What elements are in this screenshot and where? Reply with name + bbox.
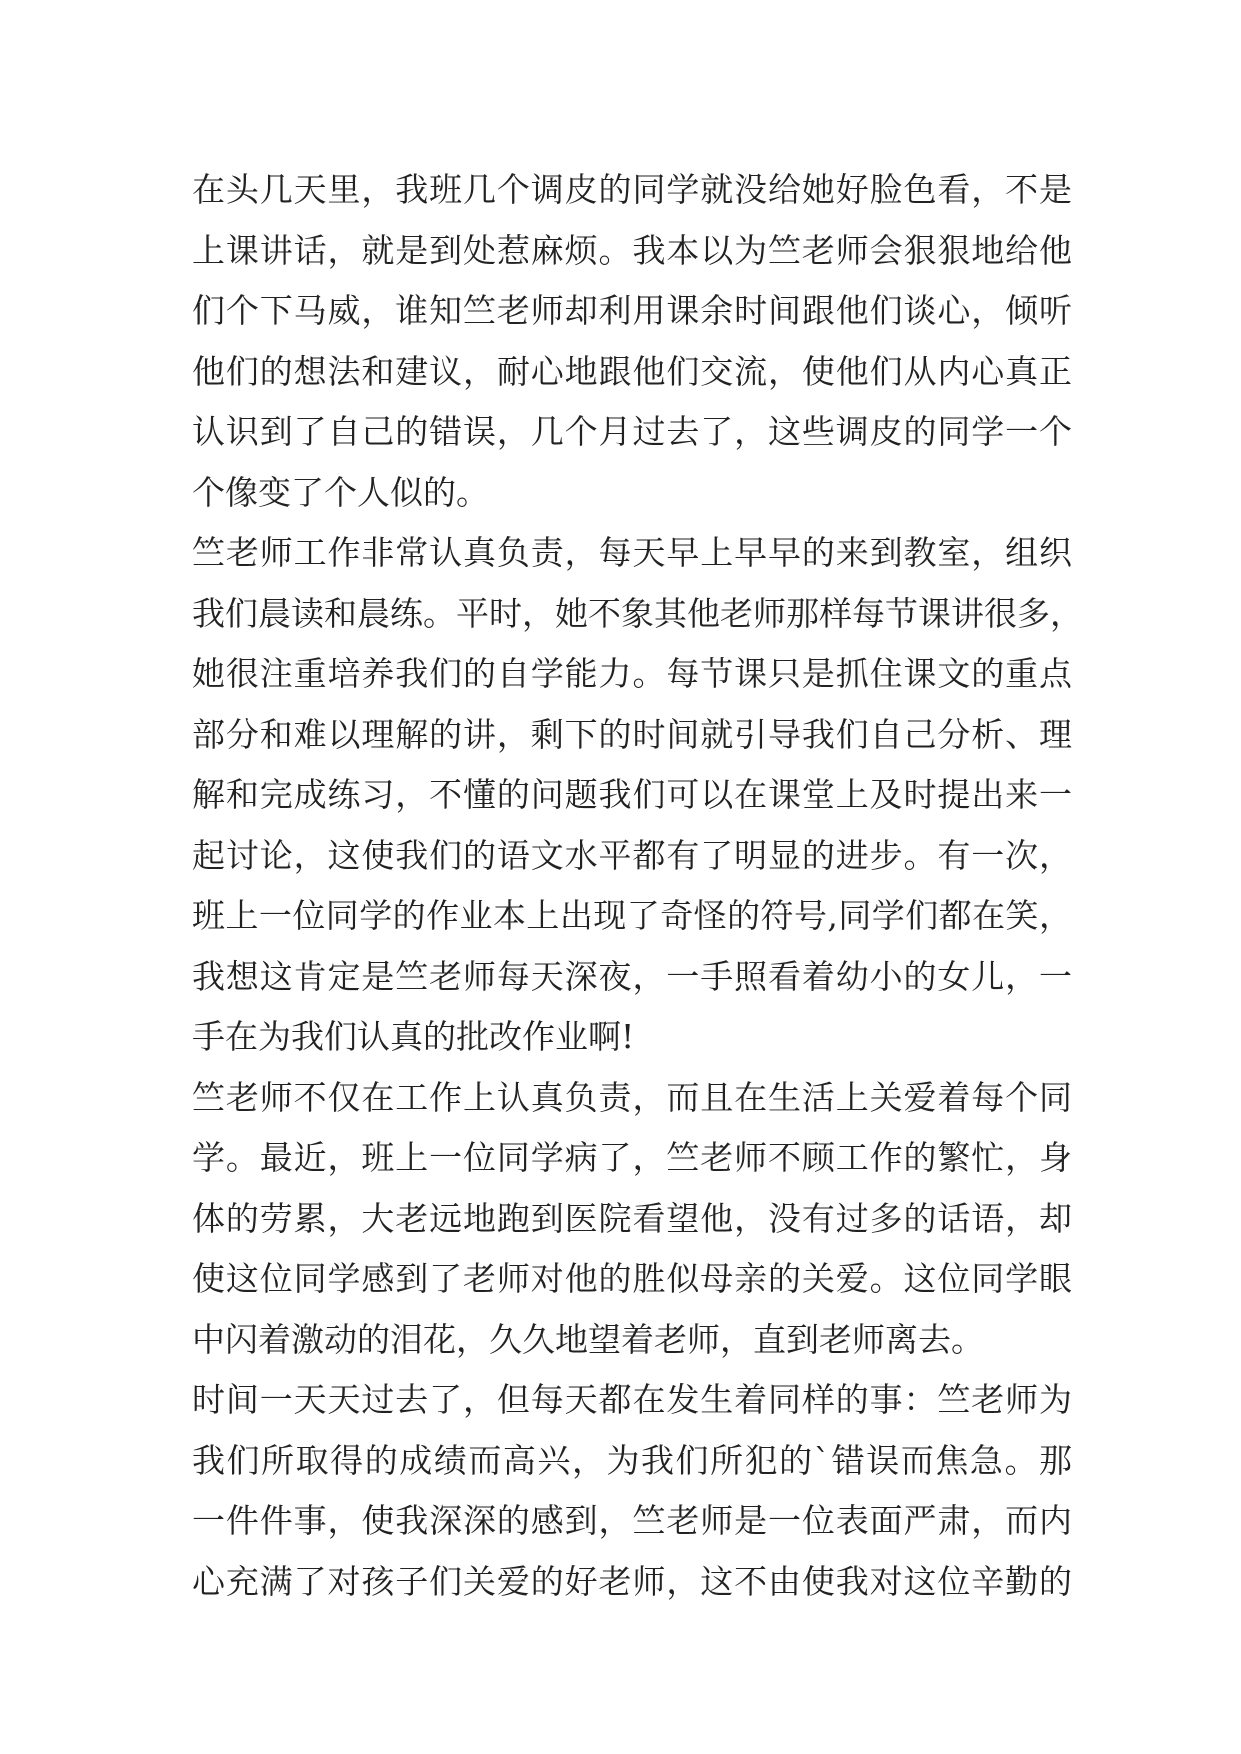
text-line: 竺老师工作非常认真负责，每天早上早早的来到教室，组织 (192, 533, 1072, 572)
text-line: 认识到了自己的错误，几个月过去了，这些调皮的同学一个 (192, 412, 1072, 451)
paragraph (192, 1370, 1072, 1612)
text-line: 手在为我们认真的批改作业啊! (192, 1017, 635, 1056)
text-line: 一件件事，使我深深的感到，竺老师是一位表面严肃，而内 (192, 1501, 1072, 1540)
text-line: 时间一天天过去了，但每天都在发生着同样的事：竺老师为 (192, 1380, 1072, 1419)
text-line: 我想这肯定是竺老师每天深夜，一手照看着幼小的女儿，一 (192, 956, 1072, 996)
text-line: 解和完成练习，不懂的问题我们可以在课堂上及时提出来一 (192, 775, 1072, 814)
text-line: 在头几天里，我班几个调皮的同学就没给她好脸色看，不是 (192, 170, 1072, 209)
text-line: 体的劳累，大老远地跑到医院看望他，没有过多的话语，却 (192, 1198, 1072, 1238)
text-line: 她很注重培养我们的自学能力。每节课只是抓住课文的重点 (192, 654, 1072, 693)
text-line: 班上一位同学的作业本上出现了奇怪的符号,同学们都在笑， (192, 896, 1072, 935)
text-line: 心充满了对孩子们关爱的好老师，这不由使我对这位辛勤的 (192, 1561, 1072, 1601)
text-line: 学。最近，班上一位同学病了，竺老师不顾工作的繁忙，身 (192, 1138, 1072, 1177)
text-line: 个像变了个人似的。 (192, 472, 489, 512)
paragraph (192, 523, 1083, 1068)
text-line: 使这位同学感到了老师对他的胜似母亲的关爱。这位同学眼 (192, 1259, 1072, 1298)
text-line: 我们晨读和晨练。平时，她不象其他老师那样每节课讲很多， (192, 593, 1083, 633)
text-line: 上课讲话，就是到处惹麻烦。我本以为竺老师会狠狠地给他 (192, 230, 1072, 270)
text-line: 们个下马威，谁知竺老师却利用课余时间跟他们谈心，倾听 (192, 291, 1072, 330)
paragraph (192, 1068, 1072, 1371)
body-text (192, 160, 1083, 1612)
text-line: 竺老师不仅在工作上认真负责，而且在生活上关爱着每个同 (192, 1077, 1072, 1117)
text-line: 他们的想法和建议，耐心地跟他们交流，使他们从内心真正 (192, 351, 1072, 391)
paragraph (192, 160, 1072, 523)
text-line: 中闪着激动的泪花，久久地望着老师，直到老师离去。 (192, 1319, 984, 1359)
text-line: 部分和难以理解的讲，剩下的时间就引导我们自己分析、理 (192, 714, 1072, 754)
text-line: 我们所取得的成绩而高兴，为我们所犯的`错误而焦急。那 (192, 1440, 1072, 1480)
text-line: 起讨论，这使我们的语文水平都有了明显的进步。有一次， (192, 835, 1072, 875)
